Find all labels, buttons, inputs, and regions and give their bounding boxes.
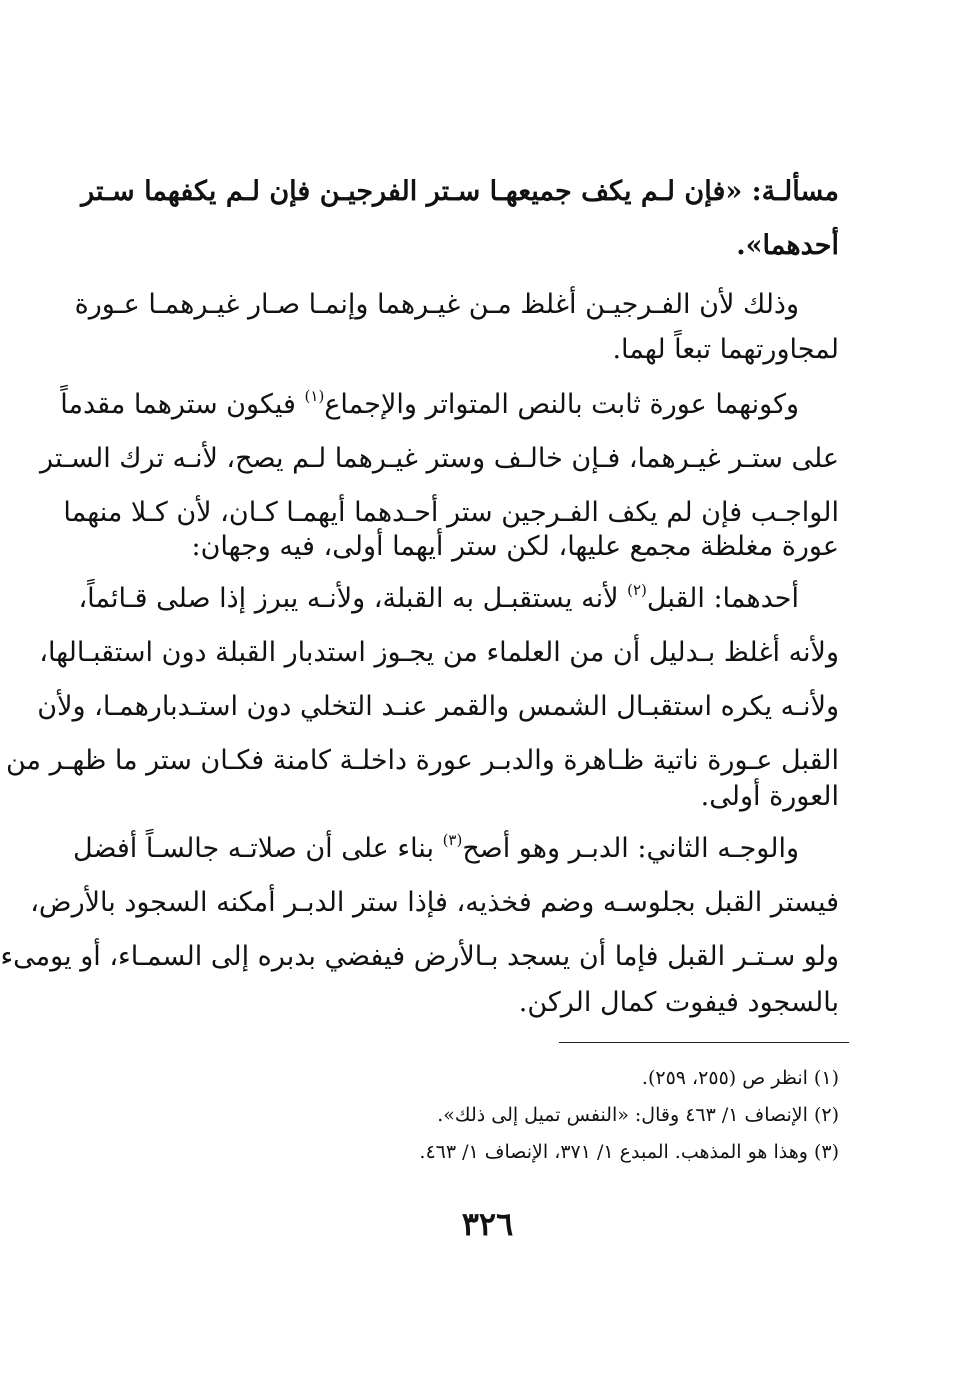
footnote-1: (١) انظر ص (٢٥٥، ٢٥٩). bbox=[641, 1067, 839, 1089]
text-line-16: ولو سـتـر القبل فإما أن يسجد بـالأرض فيفضي بدبره إلى السمـاء، أو يومىء bbox=[0, 941, 839, 972]
text-line-13: العورة أولى. bbox=[700, 781, 839, 812]
footnote-ref-1: (١) bbox=[304, 387, 325, 405]
footnote-ref-3: (٣) bbox=[442, 831, 463, 849]
text-line-5 bbox=[60, 378, 839, 432]
text-line-17: بالسجود فيفوت كمال الركن. bbox=[518, 987, 839, 1018]
text-line-9 bbox=[78, 572, 839, 626]
text-line-8: عورة مغلظة مجمع عليها، لكن ستر أيهما أولى، فيه وجهان: bbox=[191, 531, 839, 562]
text-line-4: لمجاورتهما تبعاً لهما. bbox=[612, 334, 839, 365]
text-line-10: ولأنه أغلظ بـدليل أن من العلماء من يجـوز استدبار القبلة دون استقبـالها، bbox=[39, 637, 839, 668]
text-segment: وكونهما عورة ثابت بالنص المتواتر والإجماع bbox=[324, 389, 799, 420]
text-line-14 bbox=[73, 822, 839, 876]
text-line-7: الواجـب فإن لم يكف الفـرجين ستر أحـدهما أيهمـا كـان، لأن كـلا منهما bbox=[63, 497, 839, 528]
footnote-2: (٢) الإنصاف ١/ ٤٦٣ وقال: «النفس تميل إلى ذلك». bbox=[437, 1104, 839, 1126]
text-line-2: أحدهما». bbox=[736, 230, 839, 261]
footnote-3: (٣) وهذا هو المذهب. المبدع ١/ ٣٧١، الإنصاف ١/ ٤٦٣. bbox=[419, 1141, 839, 1163]
text-line-12: القبل عـورة ناتية ظـاهرة والدبـر عورة داخلـة كامنة فكـان ستر ما ظهـر من bbox=[5, 745, 839, 776]
text-line-1: مسألـة: «فإن لـم يكف جميعهـا سـتر الفرجيـن فإن لـم يكفهما سـتر bbox=[81, 176, 839, 207]
text-line-3: وذلك لأن الفـرجيـن أغلظ مـن غيـرهما وإنمـا صـار غيـرهمـا عـورة bbox=[74, 289, 799, 320]
text-segment: فيكون سترهما مقدماً bbox=[60, 389, 296, 420]
text-segment: بناء على أن صلاتـه جالسـاً أفضل bbox=[73, 833, 434, 864]
footnote-divider bbox=[559, 1042, 849, 1043]
text-segment: لأنه يستقبـل به القبلة، ولأنـه يبرز إذا صلى قـائماً، bbox=[78, 583, 619, 614]
text-line-15: فيستر القبل بجلوسـه وضم فخذيه، فإذا ستر الدبـر أمكنه السجود بالأرض، bbox=[30, 887, 839, 918]
text-segment: أحدهما: القبل bbox=[646, 583, 799, 614]
footnote-ref-2: (٢) bbox=[627, 581, 647, 599]
page-number: ٣٢٦ bbox=[461, 1205, 514, 1243]
text-line-11: ولأنـه يكره استقبـال الشمس والقمر عنـد التخلي دون استـدبارهمـا، ولأن bbox=[37, 691, 839, 722]
text-line-6: على ستـر غيـرهما، فـإن خالـف وستر غيـرهما لـم يصح، لأنـه ترك السـتر bbox=[39, 443, 839, 474]
text-segment: والوجـه الثاني: الدبـر وهو أصح bbox=[462, 833, 799, 864]
